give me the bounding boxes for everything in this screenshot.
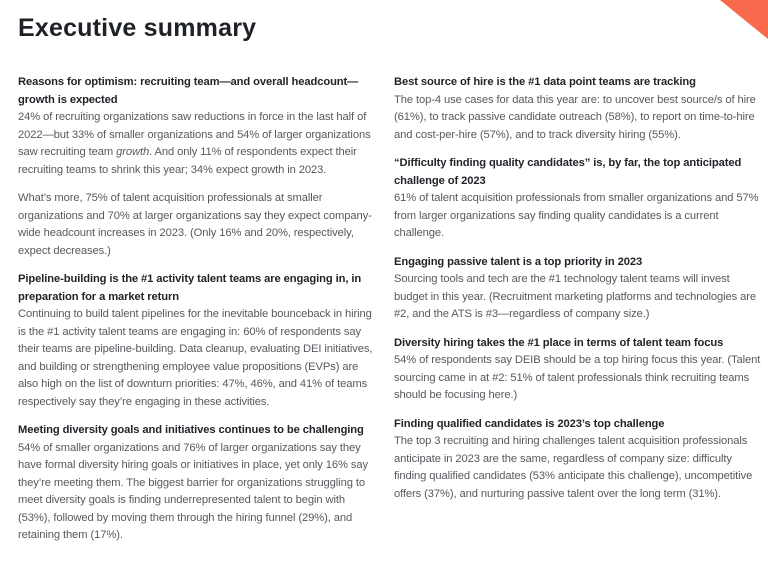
summary-section (394, 335, 762, 405)
corner-accent-triangle (720, 0, 768, 39)
section-heading: Pipeline-building is the #1 activity talent teams are engaging in, in preparation for a market return (18, 273, 362, 303)
column-left (18, 74, 376, 556)
summary-section (394, 74, 762, 144)
section-heading: “Difficulty finding quality candidates” is, by far, the top anticipated challenge of 2023 (394, 157, 742, 187)
section-heading: Engaging passive talent is a top priority in 2023 (394, 255, 643, 268)
section-heading: Reasons for optimism: recruiting team—and overall headcount—growth is expected (18, 76, 359, 106)
content-columns (0, 74, 768, 556)
section-paragraph: 24% of recruiting organizations saw reductions in force in the last half of 2022—but 33% of smaller organizations and 54% of larger organizations saw recruiting team growth. And only 11% of respondents expect their recruiting teams to shrink this year; 34% expect growth in 2023. (18, 111, 371, 176)
section-paragraph: Sourcing tools and tech are the #1 technology talent teams will invest budget in this year. (Recruitment marketing platforms and technologies are #2, and the ATS is #3—regardless of company size.) (394, 273, 756, 320)
section-paragraph: The top 3 recruiting and hiring challenges talent acquisition professionals anticipate in 2023 are the same, regardless of company size: difficulty finding qualified candidates (53% anticipate this challenge), uncompetitive offers (37%), and nurturing passive talent over the long term (31%). (394, 435, 753, 500)
section-heading: Meeting diversity goals and initiatives continues to be challenging (18, 424, 364, 436)
section-paragraph: 61% of talent acquisition professionals from smaller organizations and 57% from larger organizations say finding quality candidates is a current challenge. (394, 192, 759, 239)
summary-section (18, 74, 376, 260)
section-paragraph: What’s more, 75% of talent acquisition professionals at smaller organizations and 70% at larger organizations say they expect company-wide headcount increases in 2023. (Only 16% and 20%, respectively, expect decreases.) (18, 192, 372, 257)
summary-section (394, 416, 762, 504)
summary-section (18, 422, 376, 545)
summary-section (394, 254, 762, 324)
section-paragraph: 54% of respondents say DEIB should be a top hiring focus this year. (Talent sourcing came in at #2: 51% of talent professionals think recruiting teams should be focusing here.) (394, 354, 761, 401)
section-heading: Best source of hire is the #1 data point teams are tracking (394, 76, 696, 88)
column-right (394, 74, 762, 556)
section-paragraph: Continuing to build talent pipelines for the inevitable bounceback in hiring is the #1 activity talent teams are engaging in: 60% of respondents say their teams are pipeline-building. Data cleanup, evaluating DEI initiatives, and building or strengthening employee value propositions (EVPs) are also high on the list of downturn priorities: 47%, 46%, and 41% of teams respectively say they’re engaging in these activities. (18, 308, 373, 408)
section-heading: Finding qualified candidates is 2023’s top challenge (394, 417, 665, 430)
section-paragraph: The top-4 use cases for data this year are: to uncover best source/s of hire (61%), to track passive candidate outreach (58%), to report on time-to-hire and cost-per-hire (57%), and to track diversity hiring (55%). (394, 93, 756, 141)
section-heading: Diversity hiring takes the #1 place in terms of talent team focus (394, 336, 724, 349)
summary-section (18, 271, 376, 411)
summary-section (394, 155, 762, 243)
section-paragraph: 54% of smaller organizations and 76% of larger organizations say they have formal diversity hiring goals or initiatives in place, yet only 16% say they’re meeting them. The biggest barrier for organizations struggling to meet diversity goals is finding underrepresented talent to begin with (53%), followed by moving them through the hiring funnel (29%), and retaining them (17%). (18, 441, 368, 541)
page-title: Executive summary (18, 14, 257, 42)
